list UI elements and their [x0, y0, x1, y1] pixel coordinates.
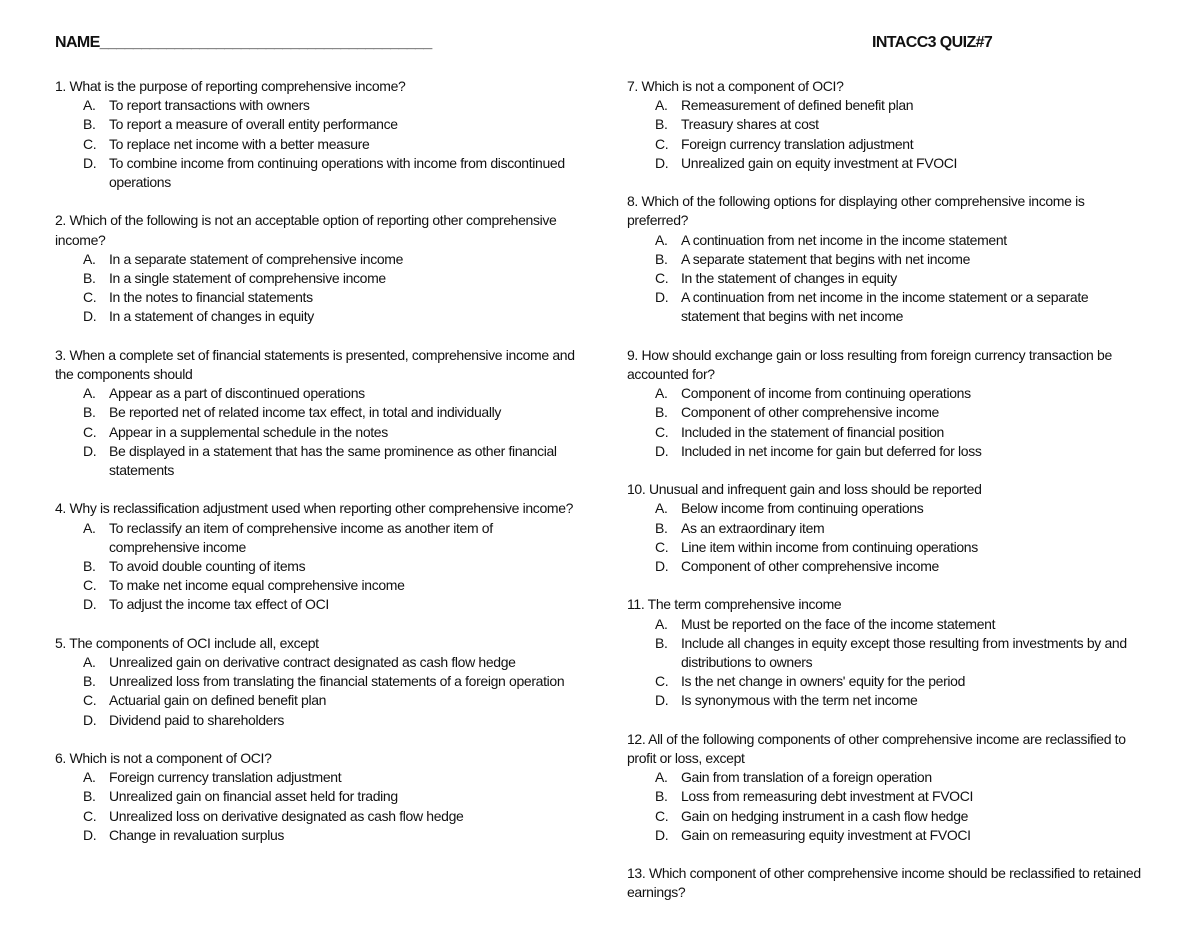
choice-list [55, 519, 580, 615]
choice-item [55, 135, 580, 154]
choice-item [55, 96, 580, 115]
choice-letter: D. [655, 558, 669, 575]
choice-letter: A. [655, 500, 668, 517]
choice-item [55, 711, 580, 730]
choice-item [627, 288, 1147, 326]
question-block [55, 634, 580, 730]
choice-text: In a statement of changes in equity [109, 308, 314, 325]
choice-letter: B. [655, 250, 668, 267]
choice-letter: A. [655, 97, 668, 114]
choice-letter: C. [655, 423, 669, 440]
question-stem: 4. Why is reclassification adjustment used when reporting other comprehensive income? [55, 500, 574, 517]
choice-item [55, 403, 580, 422]
choice-text: Component of other comprehensive income [681, 558, 939, 575]
choice-item [55, 288, 580, 307]
choice-text: A continuation from net income in the income statement [681, 231, 1007, 248]
choice-item [55, 653, 580, 672]
choice-text: To adjust the income tax effect of OCI [109, 596, 329, 613]
choice-item [627, 807, 1147, 826]
choice-text: Unrealized gain on derivative contract designated as cash flow hedge [109, 654, 516, 671]
choice-item [627, 634, 1147, 672]
question-block [55, 211, 580, 326]
choice-item [55, 442, 580, 480]
choice-item [627, 250, 1147, 269]
choice-letter: D. [83, 596, 97, 613]
choice-item [627, 154, 1147, 173]
choice-letter: C. [655, 673, 669, 690]
choice-letter: B. [83, 558, 96, 575]
choice-letter: A. [655, 615, 668, 632]
choice-item [55, 672, 580, 691]
choice-letter: D. [655, 289, 669, 306]
choice-item [55, 557, 580, 576]
choice-item [627, 135, 1147, 154]
choice-text: To replace net income with a better measure [109, 135, 370, 152]
choice-text: Included in the statement of financial position [681, 423, 944, 440]
choice-letter: A. [83, 769, 96, 786]
choice-item [55, 576, 580, 595]
choice-item [627, 826, 1147, 845]
question-block [627, 595, 1147, 710]
choice-text: Must be reported on the face of the income statement [681, 615, 996, 632]
choice-item [627, 423, 1147, 442]
question-stem: 9. How should exchange gain or loss resulting from foreign currency transaction be accounted for? [627, 346, 1112, 383]
choice-item [55, 807, 580, 826]
choice-letter: C. [655, 807, 669, 824]
choice-text: Foreign currency translation adjustment [109, 769, 342, 786]
choice-letter: A. [83, 385, 96, 402]
question-block [627, 730, 1147, 845]
choice-item [627, 615, 1147, 634]
choice-list [55, 653, 580, 730]
choice-item [55, 115, 580, 134]
choice-letter: B. [83, 404, 96, 421]
choice-list [627, 768, 1147, 845]
choice-text: Unrealized gain on financial asset held for trading [109, 788, 398, 805]
choice-letter: D. [655, 692, 669, 709]
choice-list [55, 768, 580, 845]
question-block [55, 749, 580, 845]
question-stem: 6. Which is not a component of OCI? [55, 750, 272, 767]
choice-item [627, 691, 1147, 710]
question-stem: 5. The components of OCI include all, except [55, 634, 319, 651]
choice-letter: D. [83, 711, 97, 728]
name-field-label: NAME________________________________________ [55, 34, 432, 51]
choice-list [55, 96, 580, 192]
choice-letter: D. [83, 308, 97, 325]
choice-letter: A. [83, 97, 96, 114]
choice-list [627, 231, 1147, 327]
choice-letter: B. [83, 788, 96, 805]
quiz-title: INTACC3 QUIZ#7 [872, 34, 993, 51]
choice-letter: D. [655, 154, 669, 171]
choice-item [627, 269, 1147, 288]
choice-text: Dividend paid to shareholders [109, 711, 285, 728]
question-stem: 11. The term comprehensive income [627, 596, 842, 613]
choice-text: Is synonymous with the term net income [681, 692, 918, 709]
choice-list [627, 96, 1147, 173]
question-block [55, 346, 580, 480]
choice-item [627, 115, 1147, 134]
choice-text: In a separate statement of comprehensive income [109, 250, 404, 267]
choice-list [627, 499, 1147, 576]
question-block [55, 499, 580, 614]
choice-item [55, 768, 580, 787]
choice-item [55, 250, 580, 269]
question-block [627, 77, 1147, 173]
choice-letter: B. [655, 116, 668, 133]
question-block [627, 480, 1147, 576]
choice-item [55, 423, 580, 442]
choice-text: To report a measure of overall entity performance [109, 116, 398, 133]
choice-text: Gain on remeasuring equity investment at FVOCI [681, 826, 971, 843]
choice-letter: C. [655, 270, 669, 287]
choice-letter: D. [83, 442, 97, 459]
choice-item [627, 557, 1147, 576]
left-column [55, 77, 580, 864]
question-stem: 3. When a complete set of financial statements is presented, comprehensive income and the components should [55, 346, 575, 383]
choice-item [55, 307, 580, 326]
choice-text: To make net income equal comprehensive income [109, 577, 405, 594]
choice-item [627, 768, 1147, 787]
choice-letter: B. [83, 270, 96, 287]
choice-letter: B. [655, 634, 668, 651]
choice-text: Unrealized loss from translating the financial statements of a foreign operation [109, 673, 565, 690]
choice-text: Change in revaluation surplus [109, 826, 285, 843]
question-block [627, 864, 1147, 902]
choice-text: To report transactions with owners [109, 97, 310, 114]
choice-text: Appear as a part of discontinued operations [109, 385, 365, 402]
choice-text: To avoid double counting of items [109, 558, 306, 575]
choice-text: Foreign currency translation adjustment [681, 135, 914, 152]
choice-letter: B. [83, 673, 96, 690]
choice-letter: D. [655, 442, 669, 459]
choice-item [627, 499, 1147, 518]
choice-item [55, 595, 580, 614]
question-stem: 13. Which component of other comprehensive income should be reclassified to retained earnings? [627, 865, 1141, 901]
choice-item [627, 403, 1147, 422]
right-column [627, 77, 1147, 922]
choice-text: Unrealized gain on equity investment at FVOCI [681, 154, 958, 171]
choice-item [627, 231, 1147, 250]
choice-text: A separate statement that begins with net income [681, 250, 971, 267]
choice-text: Included in net income for gain but deferred for loss [681, 442, 982, 459]
choice-letter: C. [83, 135, 97, 152]
choice-letter: A. [655, 385, 668, 402]
choice-item [627, 442, 1147, 461]
choice-letter: B. [655, 519, 668, 536]
choice-list [627, 384, 1147, 461]
choice-letter: C. [83, 289, 97, 306]
choice-item [627, 787, 1147, 806]
choice-item [55, 826, 580, 845]
choice-list [55, 250, 580, 327]
choice-text: As an extraordinary item [681, 519, 825, 536]
choice-text: Include all changes in equity except those resulting from investments by and distributions to owners [681, 634, 1127, 671]
choice-letter: D. [83, 154, 97, 171]
choice-letter: A. [83, 250, 96, 267]
question-stem: 12. All of the following components of other comprehensive income are reclassified to profit or loss, except [627, 730, 1126, 767]
choice-letter: B. [655, 788, 668, 805]
choice-text: Below income from continuing operations [681, 500, 924, 517]
choice-text: In a single statement of comprehensive income [109, 270, 386, 287]
question-block [627, 192, 1147, 326]
choice-text: A continuation from net income in the income statement or a separate statement that begins with net income [681, 289, 1089, 325]
choice-letter: A. [83, 519, 96, 536]
choice-text: Loss from remeasuring debt investment at FVOCI [681, 788, 974, 805]
question-stem: 2. Which of the following is not an acceptable option of reporting other comprehensive income? [55, 212, 557, 248]
question-stem: 10. Unusual and infrequent gain and loss should be reported [627, 481, 982, 498]
question-stem: 7. Which is not a component of OCI? [627, 78, 844, 94]
question-stem: 8. Which of the following options for displaying other comprehensive income is preferred? [627, 193, 1085, 229]
choice-letter: C. [83, 807, 97, 824]
choice-text: Unrealized loss on derivative designated as cash flow hedge [109, 807, 464, 824]
choice-list [627, 615, 1147, 711]
choice-letter: C. [83, 692, 97, 709]
question-block [55, 77, 580, 192]
choice-text: Component of income from continuing operations [681, 385, 971, 402]
choice-text: Be displayed in a statement that has the same prominence as other financial statements [109, 442, 557, 479]
question-stem: 1. What is the purpose of reporting comprehensive income? [55, 78, 406, 94]
choice-item [55, 787, 580, 806]
choice-letter: D. [83, 826, 97, 843]
choice-letter: C. [83, 423, 97, 440]
choice-text: Line item within income from continuing operations [681, 538, 978, 555]
choice-text: Gain from translation of a foreign operation [681, 769, 932, 786]
choice-item [55, 384, 580, 403]
choice-item [55, 269, 580, 288]
choice-text: Is the net change in owners' equity for the period [681, 673, 966, 690]
choice-letter: B. [83, 116, 96, 133]
choice-item [627, 538, 1147, 557]
choice-list [55, 384, 580, 480]
choice-text: Be reported net of related income tax effect, in total and individually [109, 404, 502, 421]
choice-letter: B. [655, 404, 668, 421]
choice-item [55, 691, 580, 710]
choice-letter: A. [655, 231, 668, 248]
choice-text: Gain on hedging instrument in a cash flow hedge [681, 807, 969, 824]
choice-text: To combine income from continuing operations with income from discontinued operations [109, 154, 565, 191]
choice-letter: A. [83, 654, 96, 671]
choice-letter: C. [655, 538, 669, 555]
choice-text: In the notes to financial statements [109, 289, 313, 306]
choice-item [627, 519, 1147, 538]
choice-letter: C. [655, 135, 669, 152]
choice-item [55, 519, 580, 557]
question-block [627, 346, 1147, 461]
choice-text: Component of other comprehensive income [681, 404, 939, 421]
choice-text: Actuarial gain on defined benefit plan [109, 692, 327, 709]
choice-text: To reclassify an item of comprehensive income as another item of comprehensive income [109, 519, 493, 555]
choice-item [627, 384, 1147, 403]
choice-text: In the statement of changes in equity [681, 270, 897, 287]
choice-letter: D. [655, 826, 669, 843]
choice-text: Appear in a supplemental schedule in the notes [109, 423, 388, 440]
choice-letter: A. [655, 769, 668, 786]
choice-text: Treasury shares at cost [681, 116, 819, 133]
choice-letter: C. [83, 577, 97, 594]
choice-item [55, 154, 580, 192]
choice-item [627, 672, 1147, 691]
choice-text: Remeasurement of defined benefit plan [681, 97, 914, 114]
choice-item [627, 96, 1147, 115]
